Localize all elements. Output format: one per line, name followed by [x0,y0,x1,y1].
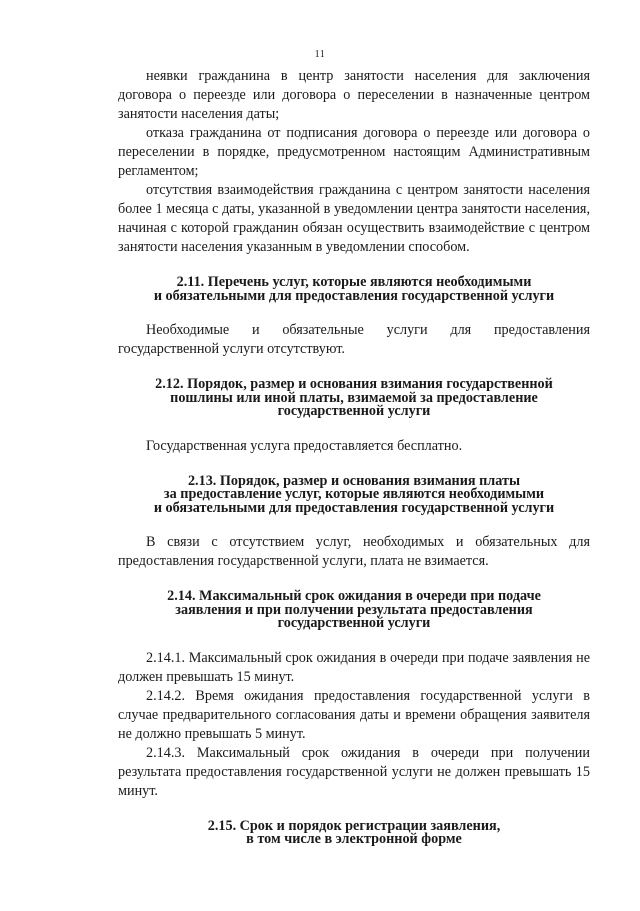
heading-line: пошлины или иной платы, взимаемой за предоставление [170,389,538,406]
heading-line: за предоставление услуг, которые являются необходимыми [163,486,545,502]
heading-line: заявления и при получении результата предоставления [175,601,533,618]
section-heading-2-15 [118,817,590,847]
heading-line: государственной услуги [277,615,431,631]
paragraph: отказа гражданина от подписания договора о переезде или договора о переселении в порядке, предусмотренном настоящим Административным регламентом; [118,125,590,179]
page-number: 11 [314,49,326,60]
section-heading-2-12 [118,378,590,419]
heading-line: 2.14. Максимальный срок ожидания в очереди при подаче [167,588,541,604]
heading-line: государственной услуги [277,403,431,419]
heading-line: 2.15. Срок и порядок регистрации заявления, [207,817,501,834]
heading-line: и обязательными для предоставления государственной услуги [153,287,555,304]
section-item-2-14-1: 2.14.1. Максимальный срок ожидания в очереди при подаче заявления не должен превышать 15 минут. [118,649,590,685]
section-heading-2-14 [118,590,590,631]
section-item-2-14-2: 2.14.2. Время ожидания предоставления государственной услуги в случае предварительного согласования даты и времени обращения заявителя не должно превышать 5 минут. [118,687,590,742]
section-heading-2-13 [118,472,590,516]
heading-line: и обязательными для предоставления государственной услуги [153,499,555,516]
section-text-2-13: В связи с отсутствием услуг, необходимых и обязательных для предоставления государственной услуги, плата не взимается. [118,534,590,569]
document-body [118,67,590,847]
section-text-2-11: Необходимые и обязательные услуги для предоставления государственной услуги отсутствуют. [118,322,590,357]
section-item-2-14-3: 2.14.3. Максимальный срок ожидания в очереди при получении результата предоставления государственной услуги не должен превышать 15 минут. [118,744,590,799]
section-heading-2-11 [118,276,590,303]
heading-line: 2.11. Перечень услуг, которые являются необходимыми [176,274,532,290]
heading-line: в том числе в электронной форме [246,831,462,847]
paragraph: неявки гражданина в центр занятости населения для заключения договора о переезде или договора о переселении в назначенные центром занятости населения даты; [118,68,590,122]
paragraph: отсутствия взаимодействия гражданина с центром занятости населения более 1 месяца с даты, указанной в уведомлении центра занятости населения, начиная с которой гражданин обязан осуществить взаимодействие с центром занятости населения указанным в уведомлении способом. [118,182,590,255]
heading-line: 2.12. Порядок, размер и основания взимания государственной [155,376,553,392]
heading-line: 2.13. Порядок, размер и основания взимания платы [187,472,521,489]
section-text-2-12: Государственная услуга предоставляется бесплатно. [146,437,463,454]
